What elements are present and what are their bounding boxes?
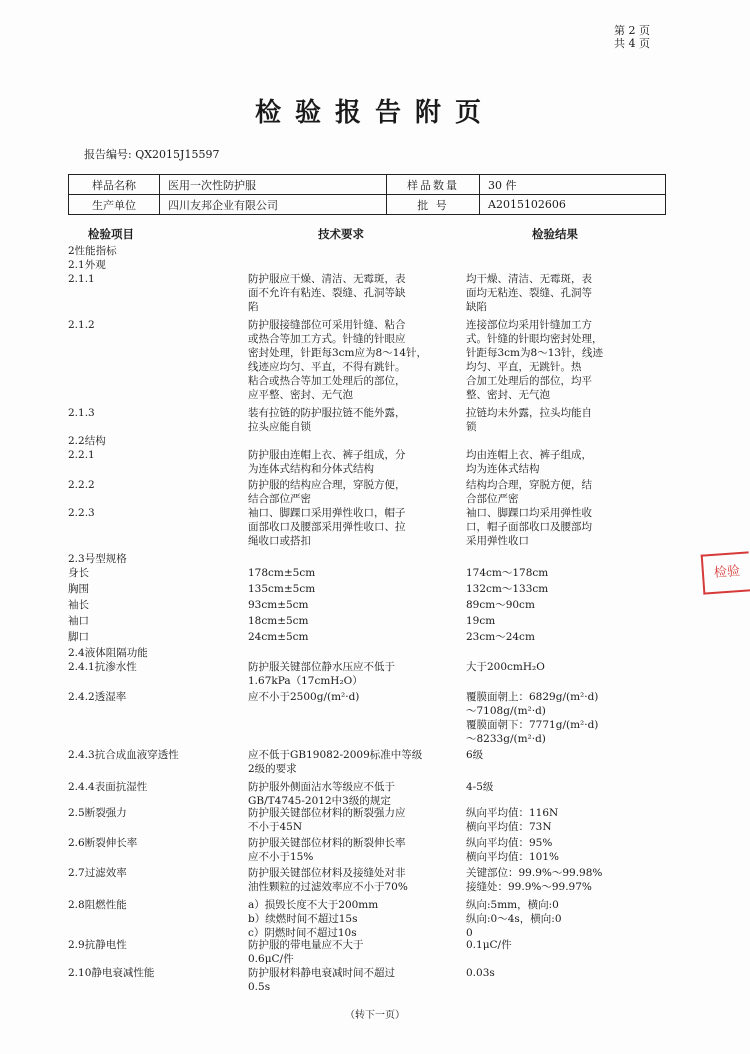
- result-text: 拉链均未外露，拉头均能自: [466, 407, 592, 419]
- requirement-text: 防护服关键部位材料及接缝处对非: [248, 867, 406, 879]
- requirement-text: 防护服关键部位静水压应不低于: [248, 661, 395, 673]
- result-text: 23cm～24cm: [466, 631, 535, 643]
- requirement-text: 应不低于GB19082-2009标准中等级: [248, 749, 423, 761]
- item-name: 2.8阻燃性能: [68, 899, 127, 911]
- requirement-text: 1.67kPa（17cmH₂O）: [248, 675, 363, 687]
- item-name: 2.9抗静电性: [68, 939, 127, 951]
- requirement-text: 防护服由连帽上衣、裤子组成，分: [248, 449, 406, 461]
- item-name: 2.1外观: [68, 259, 106, 271]
- result-text: 纵向:5mm，横向:0: [466, 899, 559, 911]
- item-name: 2.2.2: [68, 479, 95, 491]
- requirement-text: 防护服的带电量应不大于: [248, 939, 364, 951]
- item-name: 2.4.2透湿率: [68, 691, 127, 703]
- result-text: 均干燥、清洁、无霉斑，表: [466, 273, 592, 285]
- requirement-text: a）损毁长度不大于200mm: [248, 899, 379, 911]
- requirement-text: 防护服接缝部位可采用针缝、粘合: [248, 319, 406, 331]
- requirement-text: 或热合等加工方式。针缝的针眼应: [248, 333, 406, 345]
- result-text: 采用弹性收口: [466, 535, 529, 547]
- result-text: 19cm: [466, 615, 496, 627]
- report-number: 报告编号: QX2015J15597: [84, 148, 220, 161]
- item-name: 2.1.3: [68, 407, 95, 419]
- result-text: 均由连帽上衣、裤子组成，: [466, 449, 592, 461]
- result-text: 针距每3cm为8～13针，线迹: [466, 347, 604, 359]
- result-text: 横向平均值：73N: [466, 821, 552, 833]
- requirement-text: 2级的要求: [248, 763, 297, 775]
- requirement-text: 不小于45N: [248, 821, 303, 833]
- result-text: 合部位严密: [466, 493, 519, 505]
- page-number-total: 共 4 页: [614, 37, 650, 50]
- item-name: 2.2.1: [68, 449, 95, 461]
- requirement-text: 防护服材料静电衰减时间不超过: [248, 967, 395, 979]
- result-text: 纵向平均值：95%: [466, 837, 553, 849]
- producer-label: 生产单位: [69, 195, 160, 215]
- item-name: 2.2.3: [68, 507, 95, 519]
- item-name: 2.2结构: [68, 435, 106, 447]
- result-text: 袖口、脚踝口均采用弹性收: [466, 507, 592, 519]
- requirement-text: GB/T4745-2012中3级的规定: [248, 795, 391, 807]
- item-name: 2.10静电衰减性能: [68, 967, 155, 979]
- result-text: 锁: [466, 421, 477, 433]
- page-number: [614, 24, 650, 50]
- requirement-text: 18cm±5cm: [248, 615, 309, 627]
- header-requirement: 技术要求: [318, 227, 364, 241]
- requirement-text: 绳收口或搭扣: [248, 535, 311, 547]
- item-name: 2.4.3抗合成血液穿透性: [68, 749, 179, 761]
- requirement-text: 防护服关键部位材料的断裂强力应: [248, 807, 406, 819]
- item-name: 2.1.2: [68, 319, 95, 331]
- sample-info-table: [68, 174, 666, 215]
- requirement-text: 线迹应均匀、平直，不得有跳针。: [248, 361, 406, 373]
- sample-qty-value: 30 件: [480, 175, 666, 195]
- result-text: 均为连体式结构: [466, 463, 540, 475]
- result-text: 关键部位：99.9%～99.98%: [466, 867, 603, 879]
- item-name: 身长: [68, 567, 89, 579]
- result-text: 接缝处：99.9%～99.97%: [466, 881, 592, 893]
- header-result: 检验结果: [532, 227, 578, 241]
- requirement-text: 袖口、脚踝口采用弹性收口，帽子: [248, 507, 406, 519]
- result-text: 0.03s: [466, 967, 495, 979]
- result-text: 6级: [466, 749, 484, 761]
- requirement-text: 防护服关键部位材料的断裂伸长率: [248, 837, 406, 849]
- requirement-text: 拉头应能自锁: [248, 421, 311, 433]
- requirement-text: 结合部位严密: [248, 493, 311, 505]
- result-text: 整、密封、无气泡: [466, 389, 550, 401]
- requirement-text: 0.5s: [248, 981, 271, 993]
- batch-label: 批 号: [387, 195, 480, 215]
- item-name: 2.1.1: [68, 273, 95, 285]
- item-name: 2.7过滤效率: [68, 867, 127, 879]
- requirement-text: 油性颗粒的过滤效率应不小于70%: [248, 881, 408, 893]
- result-text: 纵向:0～4s，横向:0: [466, 913, 562, 925]
- result-text: ～7108g/(m²·d): [466, 705, 546, 717]
- result-text: ～8233g/(m²·d): [466, 733, 546, 745]
- requirement-text: 应平整、密封、无气泡: [248, 389, 353, 401]
- item-name: 脚口: [68, 631, 89, 643]
- result-text: 132cm～133cm: [466, 583, 549, 595]
- requirement-text: 为连体式结构和分体式结构: [248, 463, 374, 475]
- item-name: 2.3号型规格: [68, 553, 127, 565]
- requirement-text: 178cm±5cm: [248, 567, 316, 579]
- requirement-text: 应不小于2500g/(m²·d): [248, 691, 360, 703]
- header-item: 检验项目: [88, 227, 134, 241]
- result-text: 0: [466, 927, 473, 939]
- result-text: 均匀、平直，无跳针。热: [466, 361, 582, 373]
- requirement-text: 陷: [248, 301, 259, 313]
- item-name: 2.6断裂伸长率: [68, 837, 138, 849]
- requirement-text: 93cm±5cm: [248, 599, 309, 611]
- result-text: 174cm～178cm: [466, 567, 549, 579]
- item-name: 袖长: [68, 599, 89, 611]
- result-text: 横向平均值：101%: [466, 851, 560, 863]
- sample-name-label: 样品名称: [69, 175, 160, 195]
- result-text: 结构均合理，穿脱方便，结: [466, 479, 592, 491]
- result-text: 面均无粘连、裂缝、孔洞等: [466, 287, 592, 299]
- item-name: 2.5断裂强力: [68, 807, 127, 819]
- sample-qty-label: 样品数量: [387, 175, 480, 195]
- result-text: 89cm～90cm: [466, 599, 535, 611]
- requirement-text: 135cm±5cm: [248, 583, 316, 595]
- requirement-text: 0.6μC/件: [248, 953, 294, 965]
- requirement-text: 防护服外侧面沾水等级应不低于: [248, 781, 395, 793]
- result-text: 0.1μC/件: [466, 939, 512, 951]
- item-name: 袖口: [68, 615, 89, 627]
- inspection-stamp: 检验: [701, 551, 750, 594]
- requirement-text: 防护服的结构应合理，穿脱方便，: [248, 479, 406, 491]
- result-text: 覆膜面朝上：6829g/(m²·d): [466, 691, 599, 703]
- item-name: 2.4.4表面抗湿性: [68, 781, 148, 793]
- requirement-text: 防护服应干燥、清洁、无霉斑，表: [248, 273, 406, 285]
- requirement-text: 装有拉链的防护服拉链不能外露，: [248, 407, 406, 419]
- requirement-text: 24cm±5cm: [248, 631, 309, 643]
- requirement-text: b）续燃时间不超过15s: [248, 913, 358, 925]
- requirement-text: c）阴燃时间不超过10s: [248, 927, 357, 939]
- batch-value: A2015102606: [480, 195, 666, 215]
- result-text: 口，帽子面部收口及腰部均: [466, 521, 592, 533]
- result-text: 连接部位均采用针缝加工方: [466, 319, 592, 331]
- page-number-current: 第 2 页: [614, 24, 650, 37]
- page-title: 检验报告附页: [254, 98, 495, 128]
- result-text: 覆膜面朝下：7771g/(m²·d): [466, 719, 599, 731]
- result-text: 纵向平均值：116N: [466, 807, 559, 819]
- result-text: 式。针缝的针眼均密封处理，: [466, 333, 603, 345]
- item-name: 2性能指标: [68, 245, 117, 257]
- requirement-text: 应不小于15%: [248, 851, 314, 863]
- requirement-text: 面不允许有粘连、裂缝、孔洞等缺: [248, 287, 406, 299]
- result-text: 合加工处理后的部位，均平: [466, 375, 592, 387]
- requirement-text: 粘合或热合等加工处理后的部位，: [248, 375, 406, 387]
- producer-value: 四川友邦企业有限公司: [160, 195, 387, 215]
- result-text: 大于200cmH₂O: [466, 661, 545, 673]
- result-text: 4-5级: [466, 781, 494, 793]
- sample-name-value: 医用一次性防护服: [160, 175, 387, 195]
- result-text: 缺陷: [466, 301, 487, 313]
- item-name: 2.4.1抗渗水性: [68, 661, 137, 673]
- requirement-text: 面部收口及腰部采用弹性收口、拉: [248, 521, 406, 533]
- requirement-text: 密封处理，针距每3cm应为8～14针，: [248, 347, 428, 359]
- continue-note: （转下一页）: [345, 1010, 405, 1021]
- item-name: 胸围: [68, 583, 89, 595]
- item-name: 2.4液体阻隔功能: [68, 647, 148, 659]
